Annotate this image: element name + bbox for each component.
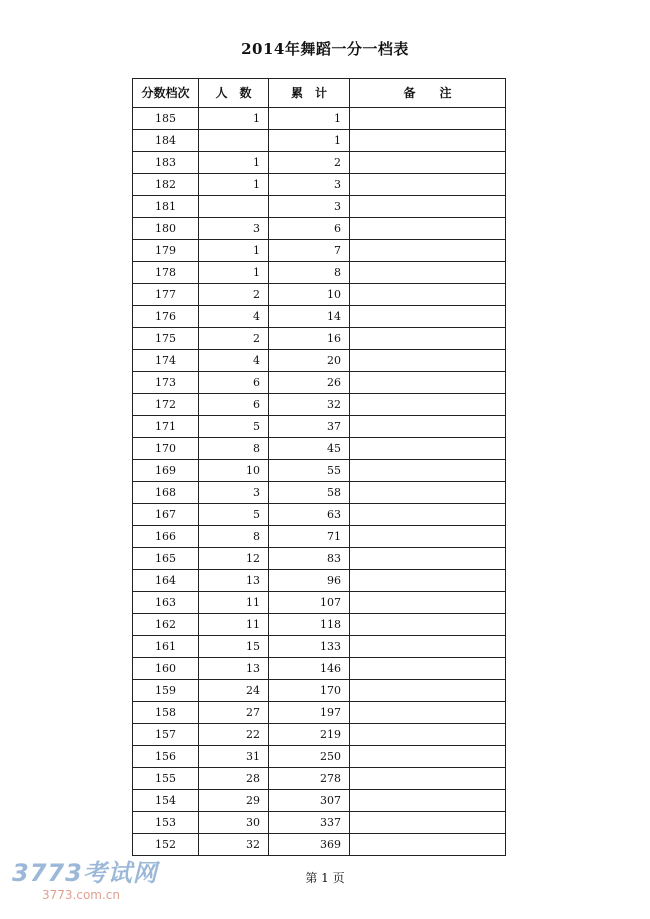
cumulative-cell: 118: [269, 614, 350, 636]
remarks-cell: [350, 130, 506, 152]
count-cell: 5: [199, 416, 269, 438]
remarks-cell: [350, 504, 506, 526]
table-row: [133, 372, 506, 394]
table-row: [133, 350, 506, 372]
count-cell: 3: [199, 482, 269, 504]
cumulative-cell: 369: [269, 834, 350, 856]
table-row: [133, 680, 506, 702]
remarks-cell: [350, 658, 506, 680]
table-row: [133, 152, 506, 174]
count-cell: 11: [199, 592, 269, 614]
cumulative-cell: 37: [269, 416, 350, 438]
remarks-cell: [350, 438, 506, 460]
cumulative-cell: 58: [269, 482, 350, 504]
remarks-cell: [350, 262, 506, 284]
count-cell: 1: [199, 174, 269, 196]
cumulative-cell: 20: [269, 350, 350, 372]
remarks-cell: [350, 526, 506, 548]
cumulative-cell: 133: [269, 636, 350, 658]
score-cell: 156: [133, 746, 199, 768]
cumulative-cell: 71: [269, 526, 350, 548]
score-cell: 169: [133, 460, 199, 482]
table-header-row: [133, 79, 506, 108]
score-cell: 154: [133, 790, 199, 812]
count-cell: 3: [199, 218, 269, 240]
cumulative-cell: 3: [269, 174, 350, 196]
table-row: [133, 284, 506, 306]
count-cell: [199, 196, 269, 218]
cumulative-cell: 146: [269, 658, 350, 680]
remarks-cell: [350, 680, 506, 702]
count-cell: 12: [199, 548, 269, 570]
remarks-cell: [350, 636, 506, 658]
count-cell: 8: [199, 526, 269, 548]
cumulative-cell: 250: [269, 746, 350, 768]
remarks-cell: [350, 174, 506, 196]
count-cell: 30: [199, 812, 269, 834]
score-cell: 155: [133, 768, 199, 790]
table-row: [133, 108, 506, 130]
remarks-cell: [350, 702, 506, 724]
remarks-cell: [350, 152, 506, 174]
count-cell: 1: [199, 152, 269, 174]
score-cell: 178: [133, 262, 199, 284]
cumulative-cell: 55: [269, 460, 350, 482]
remarks-cell: [350, 460, 506, 482]
cumulative-cell: 16: [269, 328, 350, 350]
table-row: [133, 614, 506, 636]
table-row: [133, 196, 506, 218]
score-cell: 172: [133, 394, 199, 416]
score-cell: 152: [133, 834, 199, 856]
remarks-cell: [350, 196, 506, 218]
page-title: 2014年舞蹈一分一档表: [241, 40, 409, 58]
cumulative-cell: 1: [269, 130, 350, 152]
count-cell: 13: [199, 570, 269, 592]
cumulative-cell: 32: [269, 394, 350, 416]
header-remarks: 备 注: [350, 79, 506, 108]
score-cell: 162: [133, 614, 199, 636]
cumulative-cell: 26: [269, 372, 350, 394]
count-cell: 1: [199, 240, 269, 262]
count-cell: 28: [199, 768, 269, 790]
cumulative-cell: 10: [269, 284, 350, 306]
remarks-cell: [350, 614, 506, 636]
table-row: [133, 174, 506, 196]
score-cell: 161: [133, 636, 199, 658]
remarks-cell: [350, 218, 506, 240]
remarks-cell: [350, 482, 506, 504]
cumulative-cell: 197: [269, 702, 350, 724]
count-cell: [199, 130, 269, 152]
cumulative-cell: 83: [269, 548, 350, 570]
score-cell: 176: [133, 306, 199, 328]
table-row: [133, 570, 506, 592]
page-number: 第 1 页: [305, 871, 345, 885]
remarks-cell: [350, 284, 506, 306]
table-row: [133, 548, 506, 570]
remarks-cell: [350, 394, 506, 416]
table-row: [133, 482, 506, 504]
score-cell: 175: [133, 328, 199, 350]
table-row: [133, 592, 506, 614]
table-row: [133, 702, 506, 724]
count-cell: 29: [199, 790, 269, 812]
remarks-cell: [350, 108, 506, 130]
table-row: [133, 262, 506, 284]
count-cell: 4: [199, 306, 269, 328]
table-row: [133, 416, 506, 438]
remarks-cell: [350, 724, 506, 746]
table-row: [133, 636, 506, 658]
remarks-cell: [350, 350, 506, 372]
table-row: [133, 130, 506, 152]
score-cell: 160: [133, 658, 199, 680]
table-row: [133, 460, 506, 482]
cumulative-cell: 6: [269, 218, 350, 240]
count-cell: 8: [199, 438, 269, 460]
score-cell: 165: [133, 548, 199, 570]
score-cell: 171: [133, 416, 199, 438]
count-cell: 6: [199, 372, 269, 394]
remarks-cell: [350, 416, 506, 438]
watermark-url: 3773.com.cn: [42, 888, 120, 902]
table-row: [133, 790, 506, 812]
cumulative-cell: 278: [269, 768, 350, 790]
count-cell: 13: [199, 658, 269, 680]
count-cell: 1: [199, 262, 269, 284]
count-cell: 2: [199, 284, 269, 306]
cumulative-cell: 219: [269, 724, 350, 746]
score-cell: 153: [133, 812, 199, 834]
cumulative-cell: 8: [269, 262, 350, 284]
table-row: [133, 504, 506, 526]
header-score: 分数档次: [133, 79, 199, 108]
cumulative-cell: 63: [269, 504, 350, 526]
score-cell: 167: [133, 504, 199, 526]
remarks-cell: [350, 592, 506, 614]
count-cell: 27: [199, 702, 269, 724]
score-cell: 177: [133, 284, 199, 306]
cumulative-cell: 2: [269, 152, 350, 174]
cumulative-cell: 1: [269, 108, 350, 130]
score-cell: 180: [133, 218, 199, 240]
score-cell: 163: [133, 592, 199, 614]
table-row: [133, 746, 506, 768]
cumulative-cell: 107: [269, 592, 350, 614]
table-row: [133, 768, 506, 790]
remarks-cell: [350, 790, 506, 812]
table-row: [133, 724, 506, 746]
score-cell: 166: [133, 526, 199, 548]
score-cell: 170: [133, 438, 199, 460]
score-cell: 164: [133, 570, 199, 592]
table-row: [133, 240, 506, 262]
remarks-cell: [350, 328, 506, 350]
count-cell: 15: [199, 636, 269, 658]
score-cell: 173: [133, 372, 199, 394]
table-row: [133, 306, 506, 328]
count-cell: 10: [199, 460, 269, 482]
remarks-cell: [350, 306, 506, 328]
table-row: [133, 526, 506, 548]
remarks-cell: [350, 240, 506, 262]
score-cell: 181: [133, 196, 199, 218]
watermark-logo: [12, 853, 172, 902]
remarks-cell: [350, 812, 506, 834]
table-row: [133, 834, 506, 856]
count-cell: 11: [199, 614, 269, 636]
score-cell: 185: [133, 108, 199, 130]
cumulative-cell: 7: [269, 240, 350, 262]
header-cumulative: 累 计: [269, 79, 350, 108]
score-cell: 168: [133, 482, 199, 504]
score-cell: 184: [133, 130, 199, 152]
watermark-text: 3773考试网: [12, 859, 158, 887]
remarks-cell: [350, 372, 506, 394]
score-cell: 159: [133, 680, 199, 702]
score-cell: 174: [133, 350, 199, 372]
cumulative-cell: 45: [269, 438, 350, 460]
remarks-cell: [350, 570, 506, 592]
table-row: [133, 438, 506, 460]
cumulative-cell: 307: [269, 790, 350, 812]
remarks-cell: [350, 548, 506, 570]
score-cell: 179: [133, 240, 199, 262]
count-cell: 24: [199, 680, 269, 702]
count-cell: 22: [199, 724, 269, 746]
count-cell: 32: [199, 834, 269, 856]
cumulative-cell: 337: [269, 812, 350, 834]
score-cell: 158: [133, 702, 199, 724]
count-cell: 5: [199, 504, 269, 526]
remarks-cell: [350, 834, 506, 856]
cumulative-cell: 3: [269, 196, 350, 218]
cumulative-cell: 14: [269, 306, 350, 328]
table-row: [133, 658, 506, 680]
cumulative-cell: 96: [269, 570, 350, 592]
count-cell: 1: [199, 108, 269, 130]
score-cell: 157: [133, 724, 199, 746]
table-row: [133, 218, 506, 240]
remarks-cell: [350, 768, 506, 790]
count-cell: 4: [199, 350, 269, 372]
count-cell: 31: [199, 746, 269, 768]
score-cell: 182: [133, 174, 199, 196]
cumulative-cell: 170: [269, 680, 350, 702]
count-cell: 2: [199, 328, 269, 350]
score-cell: 183: [133, 152, 199, 174]
score-table: [132, 78, 506, 856]
table-row: [133, 812, 506, 834]
table-row: [133, 394, 506, 416]
remarks-cell: [350, 746, 506, 768]
table-row: [133, 328, 506, 350]
count-cell: 6: [199, 394, 269, 416]
header-count: 人 数: [199, 79, 269, 108]
